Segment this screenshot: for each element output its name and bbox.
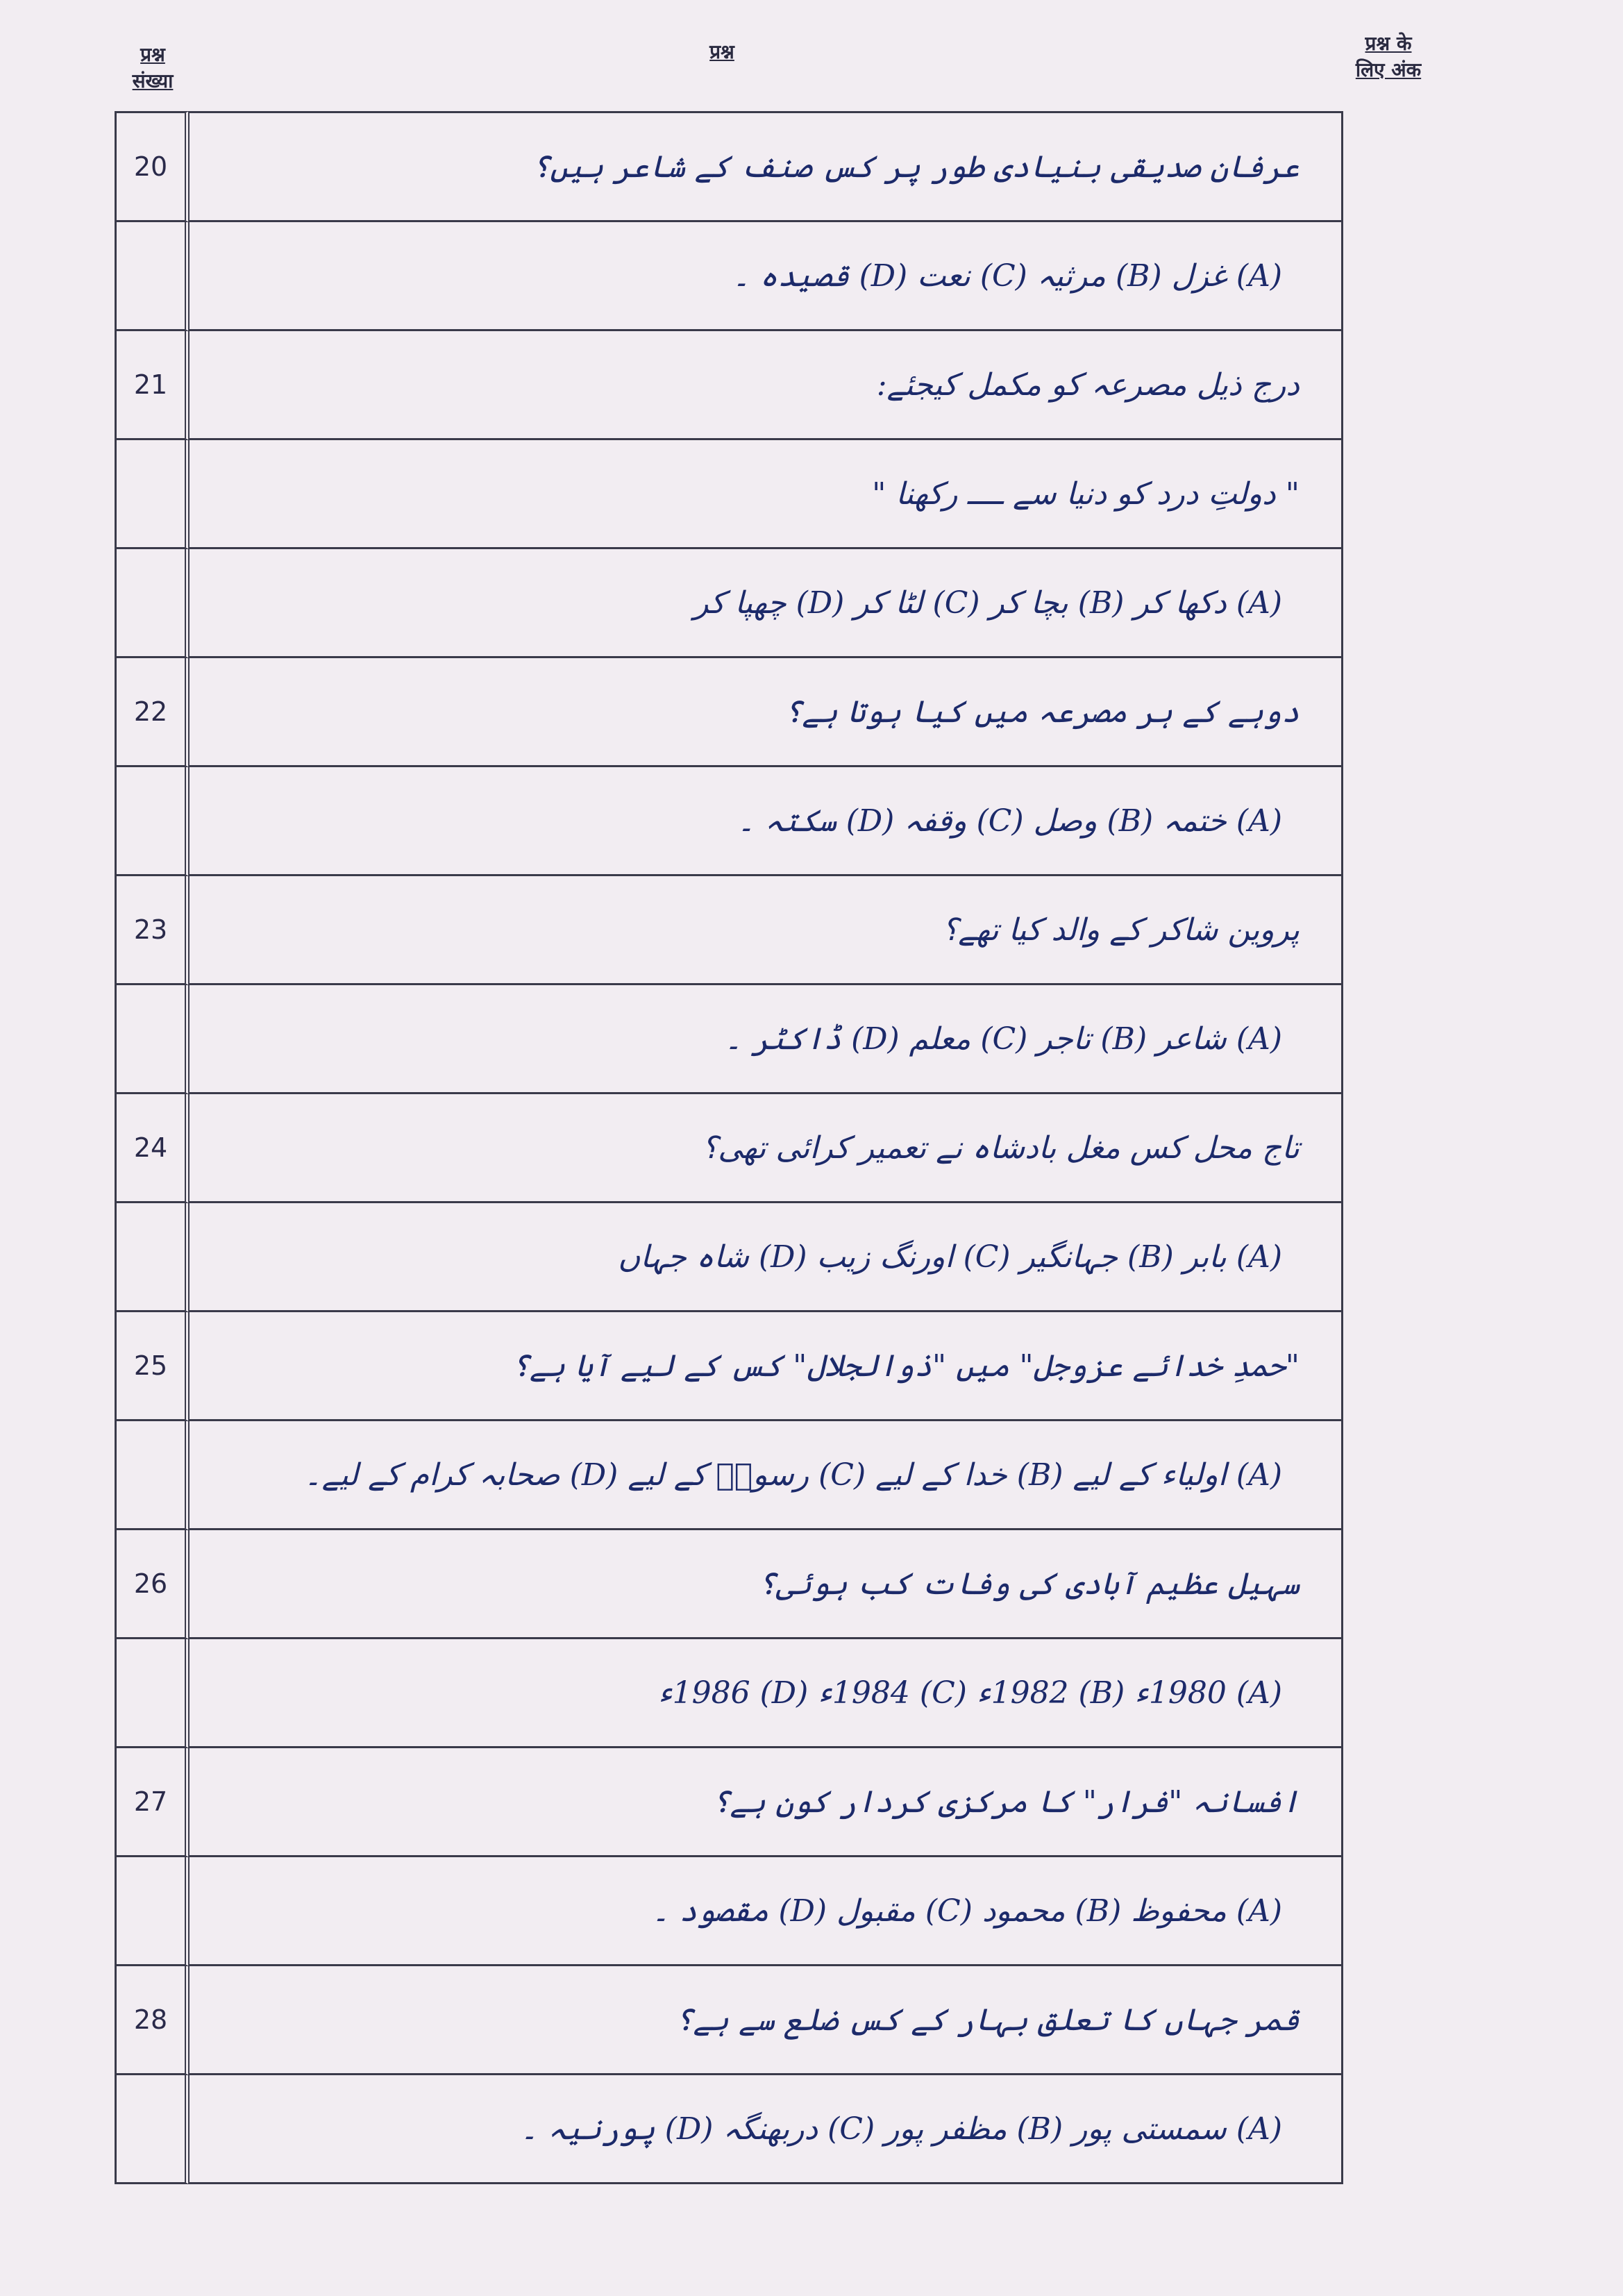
question-number-cell <box>115 222 190 331</box>
question-number-cell: 23 <box>115 876 190 985</box>
question-number-cell <box>115 1421 190 1530</box>
question-number-cell <box>115 2075 190 2184</box>
options-text-cell: (A) محفوظ (B) محمود (C) مقبول (D) مقصود ۔ <box>190 1857 1343 1966</box>
question-number-cell: 26 <box>115 1530 190 1639</box>
question-text-cell: تاج محل کس مغل بادشاہ نے تعمیر کرائی تھی؟ <box>190 1094 1343 1203</box>
question-number-heading-line1: प्रश्न <box>140 43 165 66</box>
options-text-cell: (A) غزل (B) مرثیہ (C) نعت (D) قصیدہ ۔ <box>190 222 1343 331</box>
question-heading-label: प्रश्न <box>709 40 734 63</box>
table-row <box>115 1312 1343 1421</box>
table-row <box>115 1857 1343 1966</box>
options-text-cell: (A) دکھا کر (B) بچا کر (C) لٹا کر (D) چھپا کر <box>190 549 1343 658</box>
table-row <box>115 1530 1343 1639</box>
table-row <box>115 1094 1343 1203</box>
question-table <box>115 111 1343 2184</box>
question-number-cell <box>115 440 190 549</box>
table-row <box>115 440 1343 549</box>
table-row <box>115 767 1343 876</box>
table-row <box>115 876 1343 985</box>
question-number-heading <box>118 42 187 94</box>
verse-text-cell: " دولتِ درد کو دنیا سے ــــ رکھنا " <box>190 440 1343 549</box>
question-number-cell: 24 <box>115 1094 190 1203</box>
question-number-cell: 20 <box>115 111 190 222</box>
table-row <box>115 658 1343 767</box>
table-row <box>115 985 1343 1094</box>
question-number-cell <box>115 985 190 1094</box>
options-text-cell: (A) شاعر (B) تاجر (C) معلم (D) ڈاکٹر ۔ <box>190 985 1343 1094</box>
options-text-cell: (A) بابر (B) جہانگیر (C) اورنگ زیب (D) شاہ جہاں <box>190 1203 1343 1312</box>
question-text-cell: دوہے کے ہر مصرعہ میں کیا ہوتا ہے؟ <box>190 658 1343 767</box>
marks-heading-line1: प्रश्न के <box>1365 32 1412 55</box>
table-row <box>115 1748 1343 1857</box>
question-text-cell: "حمدِ خدائے عزوجل" میں "ذوالجلال" کس کے لیے آیا ہے؟ <box>190 1312 1343 1421</box>
question-number-cell <box>115 549 190 658</box>
question-text-cell: پروین شاکر کے والد کیا تھے؟ <box>190 876 1343 985</box>
question-number-cell: 25 <box>115 1312 190 1421</box>
table-row <box>115 1639 1343 1748</box>
question-number-cell <box>115 767 190 876</box>
question-number-cell: 22 <box>115 658 190 767</box>
question-text-cell: قمر جہاں کا تعلق بہار کے کس ضلع سے ہے؟ <box>190 1966 1343 2075</box>
options-text-cell: (A) 1980ء (B) 1982ء (C) 1984ء (D) 1986ء <box>190 1639 1343 1748</box>
options-text-cell: (A) ختمہ (B) وصل (C) وقفہ (D) سکتہ ۔ <box>190 767 1343 876</box>
question-number-cell <box>115 1639 190 1748</box>
options-text-cell: (A) سمستی پور (B) مظفر پور (C) دربھنگہ (D) پورنیہ ۔ <box>190 2075 1343 2184</box>
table-row <box>115 222 1343 331</box>
marks-heading <box>1333 31 1444 83</box>
table-row <box>115 111 1343 222</box>
question-text-cell: درج ذیل مصرعہ کو مکمل کیجئے: <box>190 331 1343 440</box>
table-row <box>115 1966 1343 2075</box>
table-row <box>115 1421 1343 1530</box>
page-header <box>0 0 1623 111</box>
question-number-cell: 27 <box>115 1748 190 1857</box>
question-heading <box>687 39 757 65</box>
question-number-cell: 28 <box>115 1966 190 2075</box>
question-number-cell: 21 <box>115 331 190 440</box>
question-number-heading-line2: संख्या <box>132 69 174 92</box>
question-number-cell <box>115 1857 190 1966</box>
question-text-cell: افسانہ "فرار" کا مرکزی کردار کون ہے؟ <box>190 1748 1343 1857</box>
table-row <box>115 331 1343 440</box>
table-row <box>115 1203 1343 1312</box>
options-text-cell: (A) اولیاء کے لیے (B) خدا کے لیے (C) رسولؐ کے لیے (D) صحابہ کرام کے لیے۔ <box>190 1421 1343 1530</box>
table-row <box>115 549 1343 658</box>
marks-heading-line2: लिए अंक <box>1355 58 1422 81</box>
question-number-cell <box>115 1203 190 1312</box>
table-row <box>115 2075 1343 2184</box>
question-text-cell: سہیل عظیم آبادی کی وفات کب ہوئی؟ <box>190 1530 1343 1639</box>
question-text-cell: عرفان صدیقی بنیادی طور پر کس صنف کے شاعر ہیں؟ <box>190 111 1343 222</box>
